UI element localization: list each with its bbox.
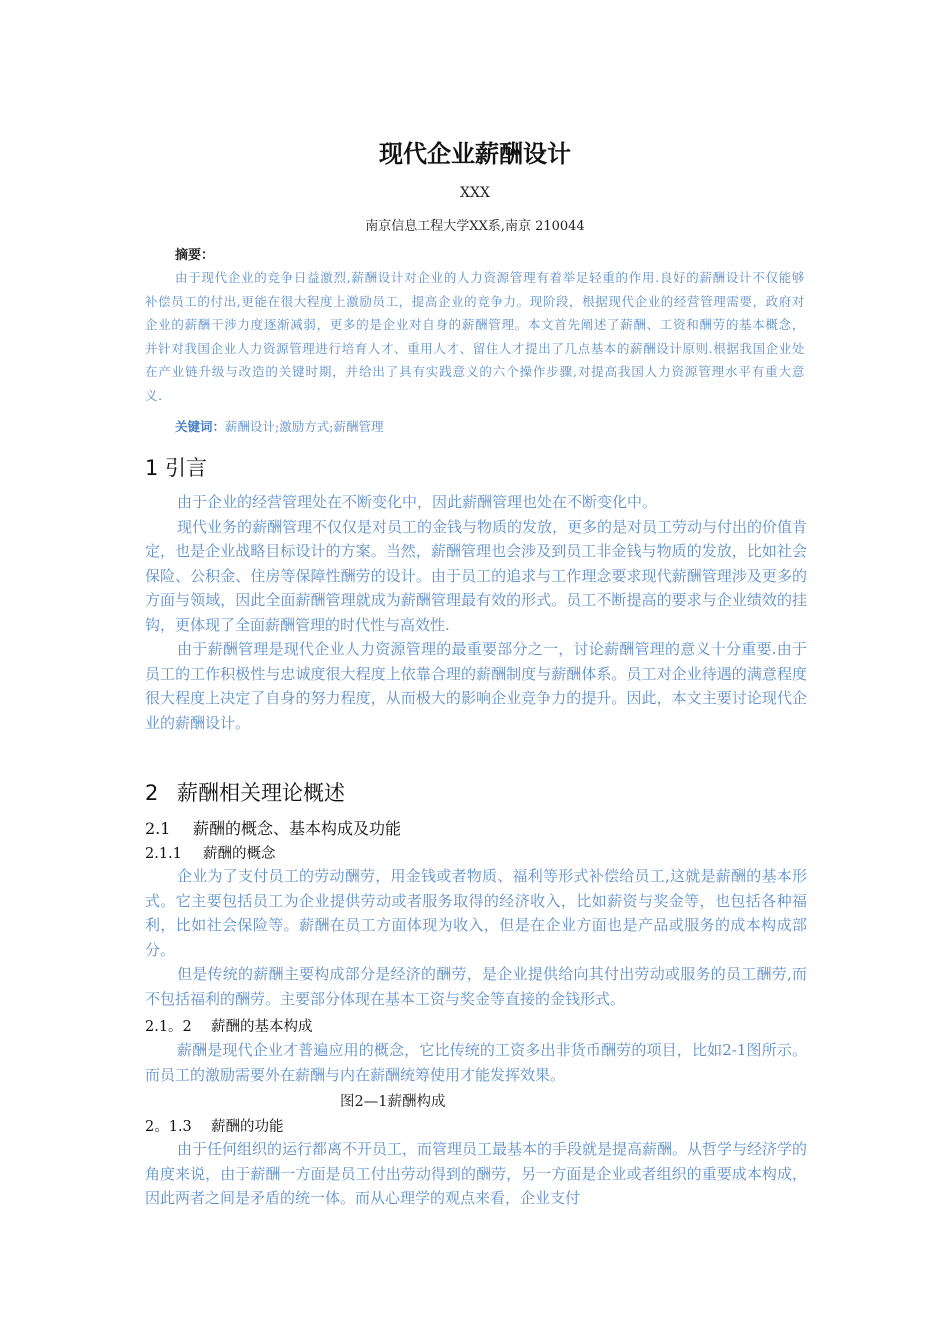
keywords-label: 关键词： bbox=[175, 419, 226, 434]
keywords-text: 薪酬设计;激励方式;薪酬管理 bbox=[225, 419, 384, 434]
section-1-heading: 1 引言 bbox=[145, 456, 208, 480]
subsection-2-1-1-heading bbox=[145, 842, 276, 863]
subsection-2-1-2-body bbox=[145, 1038, 807, 1087]
paper-title: 现代企业薪酬设计 bbox=[379, 140, 571, 168]
subsection-number: 2。1.3 bbox=[145, 1119, 192, 1135]
subsection-2-1-1-body bbox=[145, 864, 807, 1011]
section-2-heading bbox=[145, 777, 345, 807]
subsection-title: 薪酬的概念、基本构成及功能 bbox=[193, 819, 402, 838]
paragraph: 由于薪酬管理是现代企业人力资源管理的最重要部分之一，讨论薪酬管理的意义十分重要.由于员工的工作积极性与忠诚度很大程度上依靠合理的薪酬制度与薪酬体系。员工对企业待遇的满意程度很大程度上决定了自身的努力程度，从而极大的影响企业竞争力的提升。因此，本文主要讨论现代企业的薪酬设计。 bbox=[145, 640, 807, 732]
subsection-number: 2.1 bbox=[145, 819, 171, 838]
section-2-number: 2 bbox=[145, 781, 159, 805]
subsection-number: 2.1.1 bbox=[145, 846, 182, 862]
subsection-2-1-3-body bbox=[145, 1137, 807, 1211]
section-1-body bbox=[145, 490, 807, 735]
author-name: XXX bbox=[460, 185, 490, 201]
paragraph: 企业为了支付员工的劳动酬劳，用金钱或者物质、福利等形式补偿给员工,这就是薪酬的基本形式。它主要包括员工为企业提供劳动或者服务取得的经济收入，比如薪资与奖金等，也包括各种福利，比如社会保险等。薪酬在员工方面体现为收入，但是在企业方面也是产品或服务的成本构成部分。 bbox=[145, 867, 807, 959]
paragraph: 薪酬是现代企业才普遍应用的概念，它比传统的工资多出非货币酬劳的项目，比如2-1图所示。而员工的激励需要外在薪酬与内在薪酬统筹使用才能发挥效果。 bbox=[145, 1041, 807, 1084]
paragraph: 但是传统的薪酬主要构成部分是经济的酬劳，是企业提供给向其付出劳动或服务的员工酬劳,而不包括福利的酬劳。主要部分体现在基本工资与奖金等直接的金钱形式。 bbox=[145, 965, 807, 1008]
keywords bbox=[175, 417, 383, 435]
subsection-2-1-heading bbox=[145, 816, 401, 839]
figure-caption: 图2—1薪酬构成 bbox=[340, 1094, 446, 1110]
subsection-title: 薪酬的功能 bbox=[211, 1119, 284, 1135]
author-affiliation: 南京信息工程大学XX系,南京 210044 bbox=[365, 219, 585, 234]
paragraph: 由于企业的经营管理处在不断变化中，因此薪酬管理也处在不断变化中。 bbox=[177, 493, 658, 511]
abstract-label: 摘要： bbox=[175, 248, 215, 263]
subsection-title: 薪酬的概念 bbox=[203, 846, 276, 862]
abstract-text: 由于现代企业的竞争日益激烈,薪酬设计对企业的人力资源管理有着举足轻重的作用.良好的薪酬设计不仅能够补偿员工的付出,更能在很大程度上激励员工，提高企业的竞争力。现阶段，根据现代企业的经营管理需要，政府对企业的薪酬干涉力度逐渐减弱，更多的是企业对自身的薪酬管理。本文首先阐述了薪酬、工资和酬劳的基本概念，并针对我国企业人力资源管理进行培育人才、重用人才、留住人才提出了几点基本的薪酬设计原则.根据我国企业处在产业链升级与改造的关键时期，并给出了具有实践意义的六个操作步骤,对提高我国人力资源管理水平有重大意义. bbox=[145, 270, 805, 403]
subsection-number: 2.1。2 bbox=[145, 1019, 192, 1035]
section-2-title: 薪酬相关理论概述 bbox=[177, 781, 345, 805]
subsection-2-1-3-heading bbox=[145, 1115, 284, 1136]
paragraph: 现代业务的薪酬管理不仅仅是对员工的金钱与物质的发放，更多的是对员工劳动与付出的价值肯定，也是企业战略目标设计的方案。当然，薪酬管理也会涉及到员工非金钱与物质的发放，比如社会保险、公积金、住房等保障性酬劳的设计。由于员工的追求与工作理念要求现代薪酬管理涉及更多的方面与领域，因此全面薪酬管理就成为薪酬管理最有效的形式。员工不断提高的要求与企业绩效的挂钩，更体现了全面薪酬管理的时代性与高效性. bbox=[145, 517, 808, 634]
paragraph: 由于任何组织的运行都离不开员工，而管理员工最基本的手段就是提高薪酬。从哲学与经济学的角度来说，由于薪酬一方面是员工付出劳动得到的酬劳，另一方面是企业或者组织的重要成本构成，因此两者之间是矛盾的统一体。而从心理学的观点来看，企业支付 bbox=[145, 1140, 808, 1207]
subsection-2-1-2-heading bbox=[145, 1015, 313, 1036]
subsection-title: 薪酬的基本构成 bbox=[211, 1019, 313, 1035]
